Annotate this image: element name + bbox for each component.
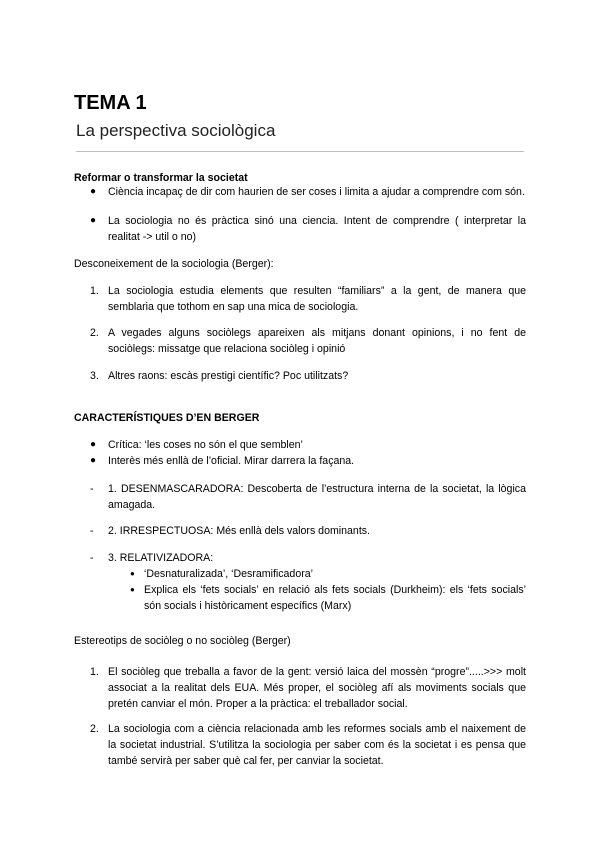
bullet-marker: ● (90, 215, 97, 226)
list-item: A vegades alguns sociòlegs apareixen als mitjans donant opinions, i no fent de sociòlegs: missatge que relaciona sociòleg i opinió (108, 327, 526, 355)
section-heading-caracteristiques: CARACTERÍSTIQUES D’EN BERGER (74, 412, 260, 424)
list-item: ‘Desnaturalizada’, ‘Desramificadora’ (144, 568, 313, 580)
page-subtitle: La perspectiva sociològica (76, 121, 276, 140)
list-item: 3. RELATIVIZADORA: (108, 552, 214, 564)
sub-bullet-marker: ● (130, 585, 135, 594)
list-number: 2. (90, 723, 99, 735)
section-heading-desconeixement: Desconeixement de la sociologia (Berger): (74, 258, 274, 270)
list-item: Interès més enllà de l’oficial. Mirar darrera la façana. (108, 455, 355, 467)
list-number: 1. (90, 285, 99, 297)
list-item: La sociologia no és pràctica sinó una ciencia. Intent de comprendre ( interpretar la realitat -> util o no) (108, 215, 526, 243)
list-number: 1. (90, 666, 99, 678)
list-item: 1. DESENMASCARADORA: Descoberta de l’estructura interna de la societat, la lògica amagada. (108, 483, 526, 511)
section-heading-reformar: Reformar o transformar la societat (74, 172, 248, 184)
bullet-marker: ● (90, 455, 97, 466)
list-item: Ciència incapaç de dir com haurien de ser coses i limita a ajudar a comprendre com són. (108, 186, 525, 198)
list-number: 2. (90, 327, 99, 339)
dash-marker: - (90, 552, 94, 564)
sub-bullet-marker: ● (130, 569, 135, 578)
list-item: Explica els ‘fets socials’ en relació als fets socials (Durkheim): els ‘fets socials’ són socials i històricament específics (Marx) (144, 584, 526, 612)
list-item: La sociologia com a ciència relacionada amb les reformes socials amb el naixement de la societat industrial. S’utilitza la sociologia per saber com és la societat i es pensa que també servirà per saber què cal fer, per canviar la societat. (108, 723, 526, 767)
title-divider (76, 151, 524, 152)
section-heading-estereotips: Estereotips de sociòleg o no sociòleg (Berger) (74, 635, 291, 647)
dash-marker: - (90, 525, 94, 537)
page-title: TEMA 1 (74, 92, 147, 114)
list-item: El sociòleg que treballa a favor de la gent: versió laica del mossèn “progre”.....>>> molt associat a la realitat dels EUA. Més proper, el sociòleg afí als moviments socials que pretén canviar el món. Proper a la pràctica: el treballador social. (108, 666, 526, 710)
bullet-marker: ● (90, 186, 97, 197)
bullet-marker: ● (90, 439, 97, 450)
dash-marker: - (90, 483, 94, 495)
list-item: Altres raons: escàs prestigi científic? Poc utilitzats? (108, 370, 349, 382)
list-number: 3. (90, 370, 99, 382)
list-item: 2. IRRESPECTUOSA: Més enllà dels valors dominants. (108, 525, 370, 537)
list-item: Crítica: ‘les coses no són el que semblen’ (108, 439, 303, 451)
list-item: La sociologia estudia elements que resulten “familiars” a la gent, de manera que semblaria que tothom en sap una mica de sociologia. (108, 285, 526, 313)
